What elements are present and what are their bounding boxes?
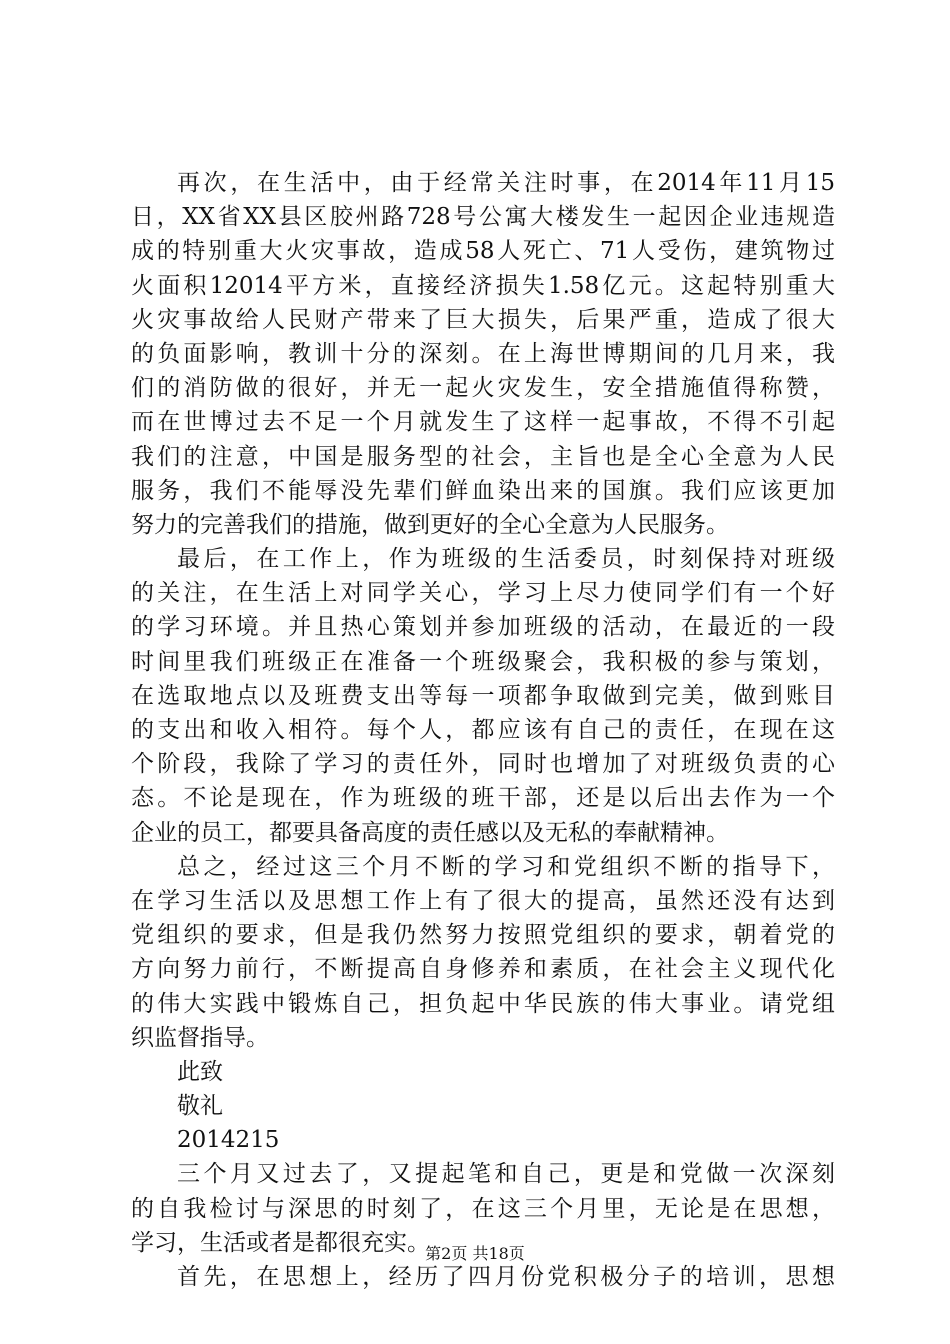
text-line: 学习，生活或者是都很充实。 <box>131 1229 430 1256</box>
text-line: 的支出和收入相符。每个人，都应该有自己的责任，在现在这 <box>131 717 835 743</box>
text-line: 个阶段，我除了学习的责任外，同时也增加了对班级负责的心 <box>131 751 835 778</box>
text-line: 方向努力前行，不断提高自身修养和素质，在社会主义现代化 <box>131 956 835 983</box>
text-line: 态。不论是现在，作为班级的班干部，还是以后出去作为一个 <box>131 785 835 812</box>
text-line: 的自我检讨与深思的时刻了，在这三个月里，无论是在思想， <box>131 1195 835 1222</box>
text-line: 时间里我们班级正在准备一个班级聚会，我积极的参与策划， <box>131 648 835 675</box>
text-line: 努力的完善我们的措施，做到更好的全心全意为人民服务。 <box>131 511 729 538</box>
page-number-footer <box>0 1244 950 1264</box>
text-line: 而在世博过去不足一个月就发生了这样一起事故，不得不引起 <box>131 409 835 436</box>
text-line: 在学习生活以及思想工作上有了很大的提高，虽然还没有达到 <box>131 887 835 914</box>
text-line: 服务，我们不能辱没先辈们鲜血染出来的国旗。我们应该更加 <box>131 477 835 504</box>
document-body <box>131 166 835 1294</box>
text-line: 们的消防做的很好，并无一起火灾发生，安全措施值得称赞， <box>131 375 835 402</box>
text-line: 火灾事故给人民财产带来了巨大损失，后果严重，造成了很大 <box>131 306 835 333</box>
text-line: 织监督指导。 <box>131 1024 269 1051</box>
text-line: 最后，在工作上，作为班级的生活委员，时刻保持对班级 <box>177 546 835 573</box>
text-line: 企业的员工，都要具备高度的责任感以及无私的奉献精神。 <box>131 819 729 846</box>
text-line: 的关注，在生活上对同学关心，学习上尽力使同学们有一个好 <box>131 580 835 607</box>
text-line: 总之，经过这三个月不断的学习和党组织不断的指导下， <box>177 853 835 880</box>
text-line: 的伟大实践中锻炼自己，担负起中华民族的伟大事业。请党组 <box>131 990 835 1017</box>
text-line: 日，XX省XX县区胶州路728号公寓大楼发生一起因企业违规造 <box>131 204 835 231</box>
text-line: 敬礼 <box>177 1093 223 1120</box>
text-line: 三个月又过去了，又提起笔和自己，更是和党做一次深刻 <box>177 1161 835 1188</box>
text-line: 火面积12014平方米，直接经济损失1.58亿元。这起特别重大 <box>131 272 835 299</box>
text-line: 的学习环境。并且热心策划并参加班级的活动，在最近的一段 <box>131 614 835 641</box>
text-line: 的负面影响，教训十分的深刻。在上海世博期间的几月来，我 <box>131 340 835 367</box>
text-line: 党组织的要求，但是我仍然努力按照党组织的要求，朝着党的 <box>131 922 835 949</box>
text-line: 首先，在思想上，经历了四月份党积极分子的培训，思想 <box>177 1264 835 1290</box>
text-line: 再次，在生活中，由于经常关注时事，在2014年11月15 <box>177 170 835 196</box>
text-line: 在选取地点以及班费支出等每一项都争取做到完美，做到账目 <box>131 682 835 709</box>
text-line: 此致 <box>177 1058 223 1085</box>
text-line: 2014215 <box>177 1127 280 1154</box>
text-line: 我们的注意，中国是服务型的社会，主旨也是全心全意为人民 <box>131 443 835 470</box>
text-line: 成的特别重大火灾事故，造成58人死亡、71人受伤，建筑物过 <box>131 238 835 265</box>
page-number-label: 第2页 共18页 <box>425 1244 525 1263</box>
